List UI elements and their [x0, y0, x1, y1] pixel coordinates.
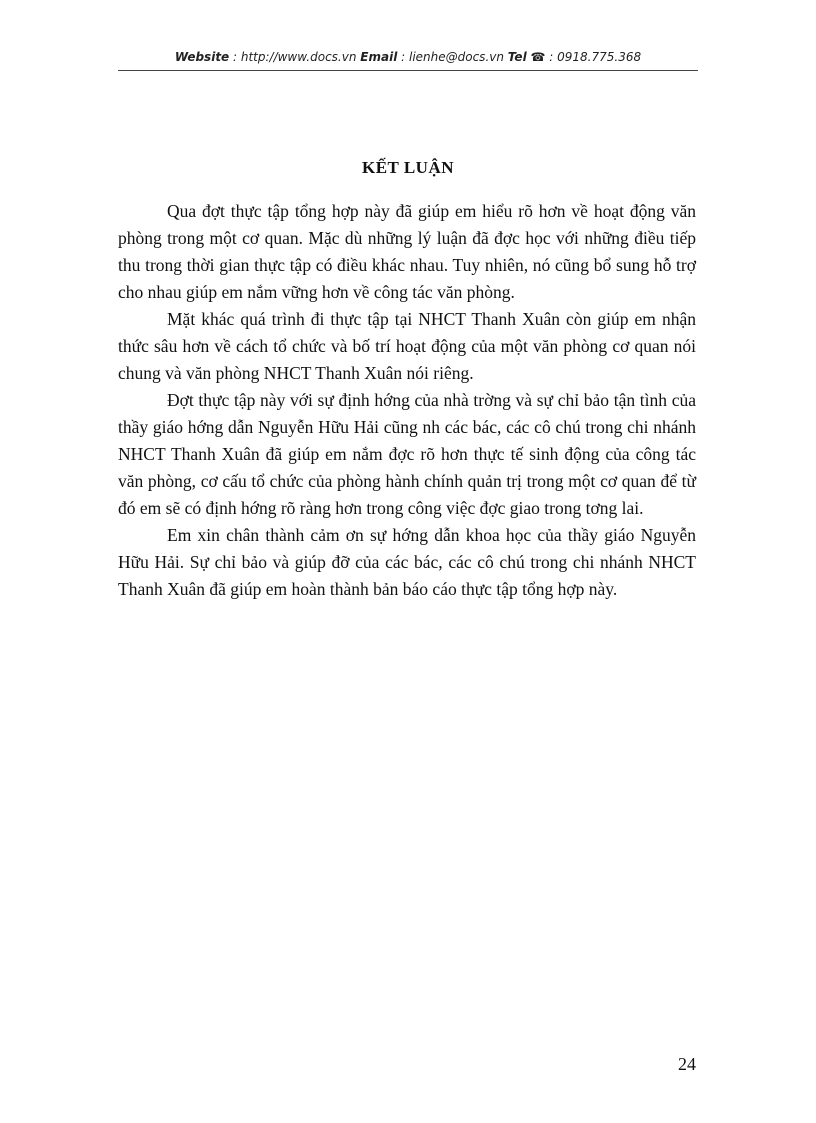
tel-label: Tel: [507, 50, 527, 64]
website-separator: :: [229, 50, 241, 64]
phone-icon: ☎: [530, 50, 546, 64]
website-url[interactable]: http://www.docs.vn: [240, 50, 357, 64]
tel-number: : 0918.775.368: [545, 50, 642, 64]
page-title: KẾT LUẬN: [361, 158, 454, 177]
email-address[interactable]: lienhe@docs.vn: [408, 50, 504, 64]
email-label: Email: [360, 50, 398, 64]
paragraph: Em xin chân thành cảm ơn sự hớng dẫn khoa học của thầy giáo Nguyễn Hữu Hải. Sự chỉ bảo và giúp đỡ của các bác, các cô chú trong chi nhánh NHCT Thanh Xuân đã giúp em hoàn thành bản báo cáo thực tập tổng hợp này.: [118, 525, 696, 599]
email-separator: :: [397, 50, 409, 64]
page-header: [118, 50, 698, 64]
body-text: [118, 198, 696, 603]
header-divider: [118, 70, 698, 71]
website-label: Website: [174, 50, 230, 64]
paragraph: Đợt thực tập này với sự định hớng của nhà trờng và sự chỉ bảo tận tình của thầy giáo hớng dẫn Nguyễn Hữu Hải cũng nh các bác, các cô chú trong chi nhánh NHCT Thanh Xuân đã giúp em nắm đợc rõ hơn thực tế sinh động của công tác văn phòng, cơ cấu tổ chức của phòng hành chính quản trị trong một cơ quan để từ đó em sẽ có định hớng rõ ràng hơn trong công việc đợc giao trong tơng lai.: [118, 390, 696, 518]
page-number: 24: [678, 1054, 696, 1074]
paragraph: Mặt khác quá trình đi thực tập tại NHCT Thanh Xuân còn giúp em nhận thức sâu hơn về cách tổ chức và bố trí hoạt động của một văn phòng cơ quan nói chung và văn phòng NHCT Thanh Xuân nói riêng.: [118, 309, 696, 383]
paragraph: Qua đợt thực tập tổng hợp này đã giúp em hiểu rõ hơn về hoạt động văn phòng trong một cơ quan. Mặc dù những lý luận đã đợc học với những điều tiếp thu trong thời gian thực tập có điều khác nhau. Tuy nhiên, nó cũng bổ sung hỗ trợ cho nhau giúp em nắm vững hơn về công tác văn phòng.: [118, 201, 696, 302]
